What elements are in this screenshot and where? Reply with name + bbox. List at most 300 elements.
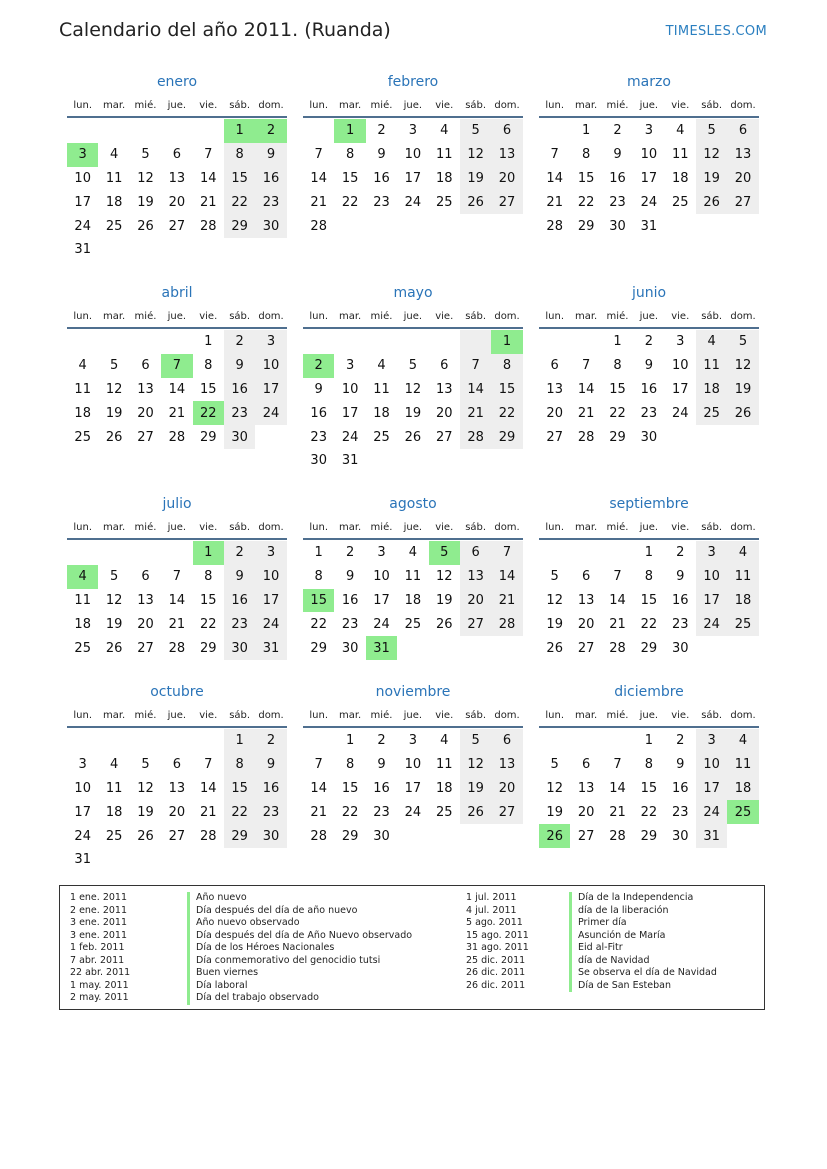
- empty-day: [161, 541, 192, 565]
- weekday-label: lun.: [309, 521, 329, 533]
- day-cell: 24: [404, 194, 422, 210]
- day-cell: 30: [224, 636, 255, 660]
- day-cell: 10: [255, 565, 286, 589]
- day-cell: 25: [727, 612, 758, 636]
- weekday-label: lun.: [73, 310, 93, 322]
- day-cell: 4: [78, 358, 87, 374]
- day-cell: 16: [671, 780, 689, 796]
- day-cell: 21: [168, 616, 186, 632]
- day-cell: 20: [460, 589, 491, 613]
- day-cell: 24: [74, 828, 91, 844]
- day-cell: 25: [696, 401, 727, 425]
- empty-day: [334, 330, 365, 354]
- day-cell: 30: [640, 429, 658, 445]
- day-cell: 3: [255, 541, 286, 565]
- weekday-header: [303, 704, 523, 728]
- day-cell: 4: [408, 545, 417, 561]
- day-cell: 22: [640, 616, 658, 632]
- month-enero: [67, 72, 287, 262]
- day-cell: 8: [644, 757, 653, 773]
- day-cell: 14: [546, 170, 563, 186]
- weekday-label: mar.: [574, 99, 598, 111]
- day-cell: 24: [640, 194, 658, 210]
- day-cell: 29: [310, 640, 327, 656]
- weekday-label: lun.: [545, 310, 565, 322]
- brand-logo[interactable]: TIMESLES.COM: [665, 24, 767, 39]
- day-cell: 9: [676, 757, 685, 773]
- weekday-label: mar.: [574, 521, 598, 533]
- weekday-label: jue.: [167, 709, 187, 721]
- day-cell: 11: [727, 565, 758, 589]
- day-cell: 24: [696, 800, 727, 824]
- day-cell: 29: [224, 824, 255, 848]
- month-name: julio: [162, 496, 192, 512]
- day-cell: 2: [676, 733, 685, 749]
- weekday-label: jue.: [639, 310, 659, 322]
- day-cell: 6: [727, 119, 758, 143]
- empty-day: [397, 330, 428, 354]
- legend-date: 2 may. 2011: [70, 992, 129, 1003]
- day-cell: 21: [546, 194, 563, 210]
- day-cell: 1: [613, 334, 622, 350]
- day-cell: 15: [224, 777, 255, 801]
- day-cell: 18: [671, 170, 689, 186]
- day-cell: 17: [255, 589, 286, 613]
- empty-day: [130, 729, 161, 753]
- day-cell: 12: [727, 354, 758, 378]
- weekday-label: mar.: [338, 521, 362, 533]
- day-cell: 17: [640, 170, 658, 186]
- weekday-label: vie.: [199, 310, 218, 322]
- day-cell: 13: [435, 381, 453, 397]
- day-cell: 21: [199, 194, 217, 210]
- day-cell: 20: [137, 616, 154, 632]
- day-cell: 4: [377, 358, 386, 374]
- day-cell: 29: [341, 828, 359, 844]
- empty-day: [303, 330, 334, 354]
- day-cell: 14: [199, 780, 217, 796]
- month-abril: [67, 283, 287, 449]
- day-cell: 3: [78, 757, 87, 773]
- legend-date: 3 ene. 2011: [70, 917, 127, 928]
- weekday-header: [539, 305, 759, 329]
- empty-day: [539, 330, 570, 354]
- holiday-legend: [59, 885, 765, 1010]
- weekday-label: mié.: [606, 310, 629, 322]
- day-cell: 17: [404, 780, 422, 796]
- day-cell: 14: [609, 592, 626, 608]
- day-cell: 5: [141, 757, 150, 773]
- day-cell: 18: [696, 378, 727, 402]
- month-name: abril: [161, 285, 193, 301]
- day-cell: 25: [105, 218, 123, 234]
- day-cell: 3: [676, 334, 685, 350]
- empty-day: [602, 729, 633, 753]
- weekday-label: vie.: [199, 709, 218, 721]
- day-cell: 6: [581, 569, 591, 585]
- holiday-day-cell: 7: [161, 354, 192, 378]
- legend-date: 2 ene. 2011: [70, 904, 127, 916]
- legend-holiday-name: Día laboral: [187, 980, 412, 993]
- day-cell: 26: [727, 401, 758, 425]
- day-cell: 15: [341, 780, 359, 796]
- holiday-day-cell: 25: [727, 800, 758, 824]
- weekday-label: dom.: [258, 709, 284, 721]
- empty-day: [193, 729, 224, 753]
- day-cell: 14: [609, 780, 626, 796]
- holiday-day-cell: 22: [193, 401, 224, 425]
- weekday-label: sáb.: [229, 99, 251, 111]
- day-cell: 8: [613, 358, 622, 374]
- day-cell: 18: [727, 777, 758, 801]
- day-cell: 10: [74, 170, 91, 186]
- day-cell: 27: [168, 218, 186, 234]
- day-cell: 26: [105, 640, 123, 656]
- day-cell: 18: [727, 589, 758, 613]
- day-cell: 18: [74, 405, 91, 421]
- day-cell: 1: [581, 123, 591, 139]
- day-cell: 13: [137, 592, 154, 608]
- legend-date: 1 ene. 2011: [70, 892, 127, 903]
- day-cell: 4: [727, 729, 758, 753]
- day-cell: 3: [696, 541, 727, 565]
- empty-day: [539, 729, 570, 753]
- day-cell: 15: [640, 592, 658, 608]
- day-cell: 8: [204, 569, 213, 585]
- day-cell: 24: [373, 616, 390, 632]
- day-cell: 9: [255, 753, 286, 777]
- day-cell: 30: [310, 453, 327, 469]
- weekday-label: sáb.: [465, 310, 487, 322]
- day-cell: 18: [105, 194, 123, 210]
- day-cell: 21: [609, 804, 626, 820]
- day-cell: 21: [168, 405, 186, 421]
- day-cell: 30: [224, 425, 255, 449]
- legend-holiday-name: Año nuevo: [187, 892, 412, 905]
- day-cell: 26: [137, 218, 154, 234]
- empty-day: [161, 330, 192, 354]
- day-grid: [303, 729, 523, 848]
- day-cell: 19: [546, 804, 563, 820]
- day-cell: 29: [199, 429, 217, 445]
- day-cell: 16: [671, 592, 689, 608]
- day-grid: [539, 330, 759, 449]
- legend-holiday-name: día de la liberación: [569, 905, 717, 918]
- legend-dates-left: [70, 892, 130, 1005]
- month-octubre: [67, 682, 287, 872]
- day-cell: 9: [377, 757, 386, 773]
- day-cell: 19: [137, 194, 154, 210]
- day-cell: 8: [345, 147, 355, 163]
- day-cell: 4: [696, 330, 727, 354]
- day-cell: 24: [404, 804, 422, 820]
- day-cell: 25: [671, 194, 689, 210]
- day-cell: 1: [204, 334, 213, 350]
- day-cell: 13: [491, 753, 522, 777]
- legend-holiday-name: Se observa el día de Navidad: [569, 967, 717, 980]
- day-cell: 22: [224, 190, 255, 214]
- day-cell: 1: [345, 733, 355, 749]
- day-cell: 30: [373, 828, 390, 844]
- holiday-day-cell: 4: [67, 565, 98, 589]
- weekday-label: jue.: [639, 709, 659, 721]
- day-cell: 27: [727, 190, 758, 214]
- weekday-label: mar.: [338, 310, 362, 322]
- day-cell: 12: [546, 780, 563, 796]
- day-cell: 20: [546, 405, 563, 421]
- day-cell: 22: [310, 616, 327, 632]
- day-cell: 4: [727, 541, 758, 565]
- day-cell: 18: [105, 804, 123, 820]
- day-cell: 8: [204, 358, 213, 374]
- day-cell: 28: [546, 218, 563, 234]
- day-cell: 11: [435, 757, 453, 773]
- empty-day: [570, 541, 601, 565]
- day-cell: 27: [546, 429, 563, 445]
- day-cell: 3: [345, 358, 355, 374]
- month-agosto: [303, 494, 523, 660]
- day-cell: 11: [696, 354, 727, 378]
- day-cell: 27: [460, 612, 491, 636]
- day-cell: 9: [676, 569, 685, 585]
- day-cell: 18: [435, 170, 453, 186]
- empty-day: [98, 119, 129, 143]
- weekday-label: sáb.: [701, 521, 723, 533]
- empty-day: [98, 729, 129, 753]
- day-cell: 19: [105, 405, 123, 421]
- day-grid: [67, 541, 287, 660]
- day-cell: 16: [373, 170, 390, 186]
- weekday-label: mié.: [370, 521, 393, 533]
- day-cell: 20: [168, 194, 186, 210]
- day-cell: 11: [105, 170, 123, 186]
- holiday-day-cell: 5: [429, 541, 460, 565]
- weekday-header: [67, 94, 287, 118]
- day-cell: 13: [168, 780, 186, 796]
- day-cell: 13: [577, 780, 595, 796]
- weekday-label: mié.: [134, 99, 157, 111]
- weekday-label: mar.: [102, 709, 126, 721]
- legend-date: 22 abr. 2011: [70, 967, 131, 978]
- month-name: enero: [156, 74, 198, 90]
- day-cell: 7: [613, 569, 622, 585]
- day-cell: 21: [491, 589, 522, 613]
- day-cell: 22: [577, 194, 595, 210]
- day-cell: 27: [577, 828, 595, 844]
- day-cell: 5: [550, 569, 559, 585]
- legend-date: 31 ago. 2011: [466, 942, 529, 953]
- day-cell: 16: [341, 592, 359, 608]
- day-cell: 17: [341, 405, 359, 421]
- day-cell: 16: [224, 378, 255, 402]
- day-cell: 21: [310, 804, 327, 820]
- day-cell: 11: [435, 147, 453, 163]
- legend-date: 7 abr. 2011: [70, 954, 125, 966]
- day-cell: 7: [460, 354, 491, 378]
- day-cell: 14: [577, 381, 595, 397]
- day-cell: 28: [168, 640, 186, 656]
- day-cell: 9: [644, 358, 653, 374]
- day-cell: 26: [404, 429, 422, 445]
- day-cell: 24: [341, 429, 359, 445]
- legend-date: 1 feb. 2011: [70, 942, 125, 953]
- weekday-label: mar.: [574, 709, 598, 721]
- day-cell: 2: [345, 545, 355, 561]
- legend-holiday-name: Eid al-Fitr: [569, 942, 717, 955]
- day-cell: 20: [491, 167, 522, 191]
- day-cell: 21: [310, 194, 327, 210]
- weekday-label: jue.: [167, 99, 187, 111]
- day-cell: 30: [255, 214, 286, 238]
- day-cell: 5: [408, 358, 417, 374]
- holiday-day-cell: 2: [303, 354, 334, 378]
- weekday-label: dom.: [730, 709, 756, 721]
- day-cell: 6: [141, 569, 150, 585]
- day-cell: 15: [199, 592, 217, 608]
- day-cell: 10: [404, 147, 422, 163]
- day-cell: 1: [224, 729, 255, 753]
- weekday-label: lun.: [73, 709, 93, 721]
- empty-day: [193, 119, 224, 143]
- day-cell: 25: [435, 194, 453, 210]
- weekday-label: sáb.: [465, 709, 487, 721]
- day-cell: 23: [224, 612, 255, 636]
- day-cell: 28: [609, 640, 626, 656]
- day-cell: 25: [373, 429, 390, 445]
- day-cell: 23: [640, 405, 658, 421]
- day-cell: 5: [696, 119, 727, 143]
- empty-day: [161, 119, 192, 143]
- day-cell: 14: [310, 170, 327, 186]
- day-cell: 26: [435, 616, 453, 632]
- weekday-label: sáb.: [701, 709, 723, 721]
- day-cell: 24: [671, 405, 689, 421]
- weekday-label: lun.: [73, 521, 93, 533]
- legend-names-left: [187, 892, 412, 1005]
- legend-holiday-name: Día de los Héroes Nacionales: [187, 942, 412, 955]
- day-cell: 23: [671, 616, 689, 632]
- holiday-day-cell: 26: [539, 824, 570, 848]
- weekday-label: sáb.: [465, 521, 487, 533]
- day-cell: 14: [460, 378, 491, 402]
- day-cell: 21: [460, 401, 491, 425]
- weekday-label: vie.: [671, 99, 690, 111]
- day-cell: 16: [373, 780, 390, 796]
- day-cell: 10: [640, 147, 658, 163]
- weekday-label: vie.: [199, 99, 218, 111]
- day-cell: 26: [546, 640, 563, 656]
- day-cell: 23: [373, 804, 390, 820]
- weekday-label: dom.: [730, 310, 756, 322]
- weekday-label: mié.: [606, 709, 629, 721]
- month-name: mayo: [393, 285, 433, 301]
- weekday-label: mar.: [102, 521, 126, 533]
- day-cell: 29: [224, 214, 255, 238]
- day-cell: 6: [581, 757, 591, 773]
- weekday-label: dom.: [494, 99, 520, 111]
- weekday-label: lun.: [309, 310, 329, 322]
- day-cell: 29: [640, 640, 658, 656]
- weekday-label: jue.: [403, 709, 423, 721]
- day-cell: 11: [74, 381, 91, 397]
- day-cell: 5: [550, 757, 559, 773]
- day-cell: 29: [577, 218, 595, 234]
- day-cell: 29: [640, 828, 658, 844]
- day-cell: 31: [74, 852, 91, 868]
- day-cell: 19: [460, 777, 491, 801]
- legend-date: 3 ene. 2011: [70, 929, 127, 941]
- weekday-label: vie.: [435, 521, 454, 533]
- legend-date: 26 dic. 2011: [466, 967, 526, 978]
- day-cell: 14: [168, 381, 186, 397]
- weekday-label: mar.: [574, 310, 598, 322]
- month-febrero: [303, 72, 523, 238]
- day-cell: 8: [224, 143, 255, 167]
- day-cell: 26: [460, 190, 491, 214]
- day-cell: 27: [577, 640, 595, 656]
- legend-holiday-name: Día de San Esteban: [569, 980, 717, 993]
- day-grid: [67, 119, 287, 262]
- day-cell: 6: [491, 729, 522, 753]
- holiday-day-cell: 1: [193, 541, 224, 565]
- day-cell: 4: [440, 123, 449, 139]
- day-cell: 19: [404, 405, 422, 421]
- day-cell: 23: [671, 804, 689, 820]
- day-cell: 27: [137, 429, 154, 445]
- day-cell: 20: [491, 777, 522, 801]
- day-cell: 12: [137, 780, 154, 796]
- day-cell: 8: [644, 569, 653, 585]
- day-grid: [67, 330, 287, 449]
- weekday-label: mié.: [370, 709, 393, 721]
- day-cell: 29: [491, 425, 522, 449]
- weekday-label: vie.: [199, 521, 218, 533]
- empty-day: [539, 119, 570, 143]
- day-cell: 2: [644, 334, 653, 350]
- weekday-label: mar.: [102, 310, 126, 322]
- day-cell: 17: [74, 804, 91, 820]
- weekday-label: lun.: [545, 709, 565, 721]
- day-cell: 11: [373, 381, 390, 397]
- day-cell: 22: [609, 405, 626, 421]
- day-cell: 28: [310, 828, 327, 844]
- day-cell: 19: [435, 592, 453, 608]
- day-cell: 28: [199, 828, 217, 844]
- empty-day: [429, 330, 460, 354]
- holiday-day-cell: 15: [303, 589, 334, 613]
- day-cell: 19: [137, 804, 154, 820]
- weekday-label: sáb.: [229, 521, 251, 533]
- weekday-label: mar.: [102, 99, 126, 111]
- month-junio: [539, 283, 759, 449]
- day-cell: 11: [74, 592, 91, 608]
- day-cell: 21: [577, 405, 595, 421]
- day-cell: 27: [491, 800, 522, 824]
- day-cell: 4: [440, 733, 449, 749]
- day-cell: 10: [671, 358, 689, 374]
- weekday-label: dom.: [494, 310, 520, 322]
- day-cell: 27: [491, 190, 522, 214]
- day-cell: 18: [435, 780, 453, 796]
- day-cell: 16: [255, 167, 286, 191]
- empty-day: [460, 330, 491, 354]
- month-name: noviembre: [375, 684, 451, 700]
- day-cell: 7: [204, 147, 213, 163]
- month-name: febrero: [387, 74, 439, 90]
- day-cell: 13: [546, 381, 563, 397]
- day-cell: 13: [460, 565, 491, 589]
- empty-day: [366, 330, 397, 354]
